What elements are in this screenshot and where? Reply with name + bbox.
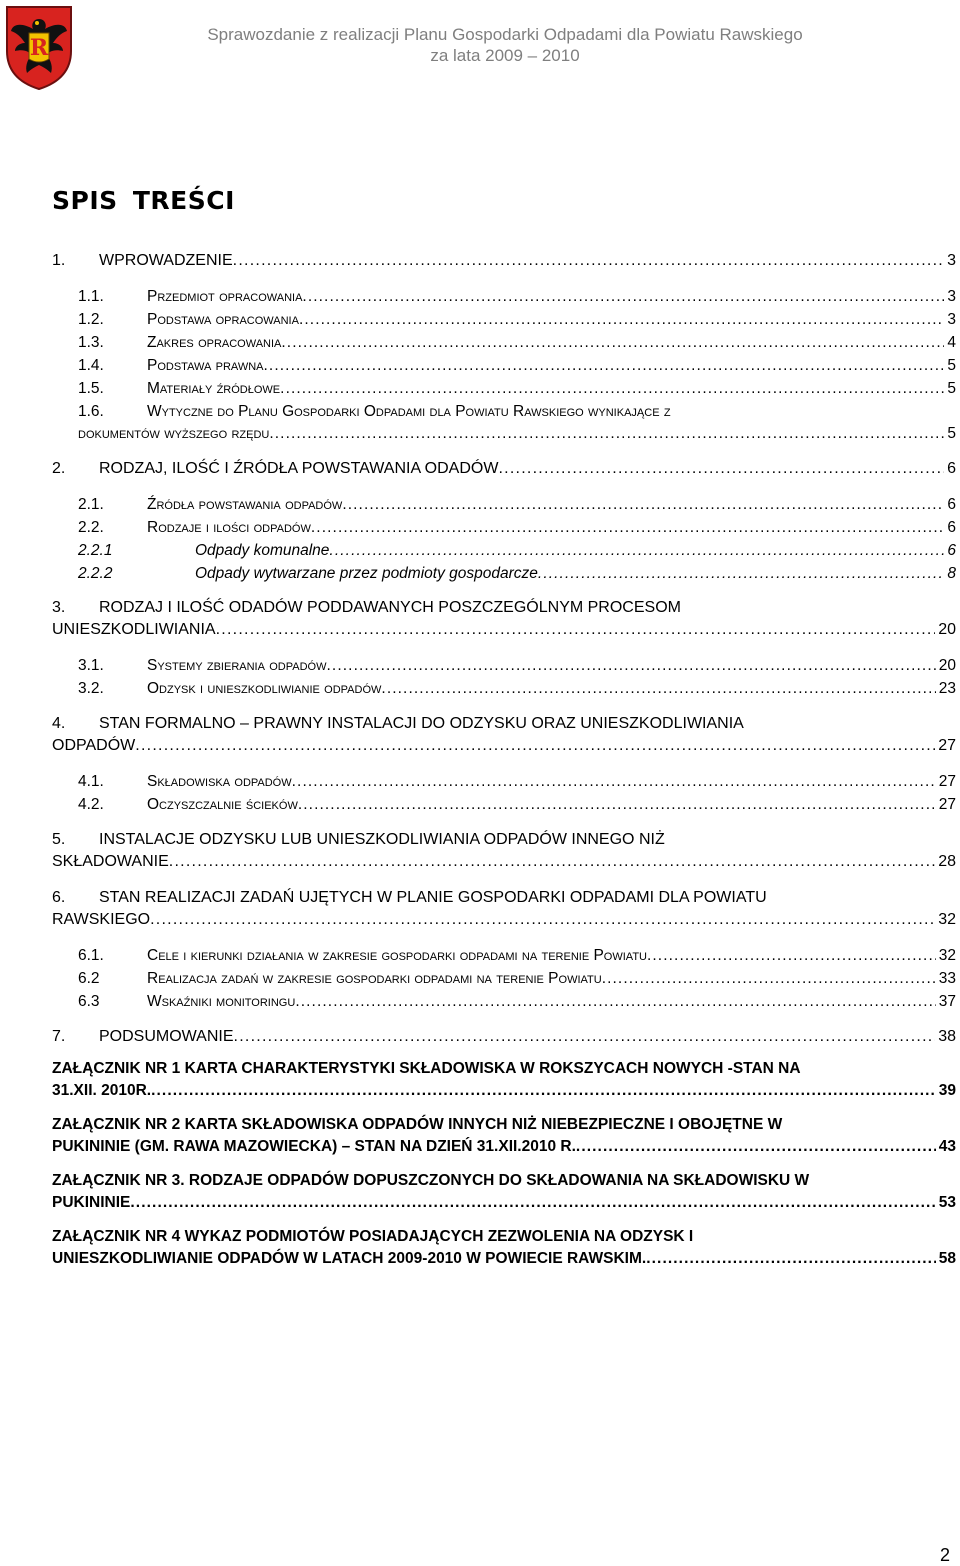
toc-entry[interactable]: 1.3. Zakres opracowania . . . 4 — [52, 332, 956, 354]
page-number: 2 — [939, 1545, 950, 1565]
running-header — [160, 24, 850, 66]
toc-entry[interactable]: 1.4. Podstawa prawna . . . 5 — [52, 355, 956, 377]
page-header — [0, 0, 960, 96]
toc-entry[interactable]: 2.2. Rodzaje i ilości odpadów . . . 6 — [52, 517, 956, 539]
toc-entry-annex[interactable]: ZAŁĄCZNIK NR 3. RODZAJE ODPADÓW DOPUSZCZONYCH DO SKŁADOWANIA NA SKŁADOWISKU W PUKININIE . . . 53 — [52, 1170, 956, 1214]
eagle-coat-of-arms-icon — [3, 3, 75, 91]
toc-entry[interactable]: 2. RODZAJ, ILOŚĆ I ŹRÓDŁA POWSTAWANIA ODADÓW . . . 6 — [52, 458, 956, 480]
header-line-1: Sprawozdanie z realizacji Planu Gospodarki Odpadami dla Powiatu Rawskiego — [207, 25, 803, 44]
toc-entry[interactable]: 2.2.2 Odpady wytwarzane przez podmioty gospodarcze . . . 8 — [52, 563, 956, 585]
toc-entry[interactable]: 6. STAN REALIZACJI ZADAŃ UJĘTYCH W PLANIE GOSPODARKI ODPADAMI DLA POWIATU RAWSKIEGO . . . 32 — [52, 887, 956, 931]
toc-entry[interactable]: 3.1. Systemy zbierania odpadów . . . 20 — [52, 655, 956, 677]
toc-entry[interactable]: 3. RODZAJ I ILOŚĆ ODADÓW PODDAWANYCH POSZCZEGÓLNYM PROCESOM UNIESZKODLIWIANIA . . . 20 — [52, 597, 956, 641]
toc-entry[interactable]: 5. INSTALACJE ODZYSKU LUB UNIESZKODLIWIANIA ODPADÓW INNEGO NIŻ SKŁADOWANIE . . . 28 — [52, 829, 956, 873]
toc-entry[interactable]: 1.6. Wytyczne do Planu Gospodarki Odpadami dla Powiatu Rawskiego wynikające z dokumentów wyższego rzędu . . . 5 — [52, 401, 956, 445]
toc-entry[interactable]: 2.2.1 Odpady komunalne . . . 6 — [52, 540, 956, 562]
toc-entry[interactable]: 4.2. Oczyszczalnie ścieków . . . 27 — [52, 794, 956, 816]
page-title: SPIS TREŚCI — [52, 186, 235, 215]
toc-entry[interactable]: 1.5. Materiały źródłowe . . . 5 — [52, 378, 956, 400]
toc-entry-annex[interactable]: ZAŁĄCZNIK NR 2 KARTA SKŁADOWISKA ODPADÓW INNYCH NIŻ NIEBEZPIECZNE I OBOJĘTNE W PUKININIE (GM. RAWA MAZOWIECKA) – STAN NA DZIEŃ 31.XII.2010 R. . . . 43 — [52, 1114, 956, 1158]
toc-entry-annex[interactable]: ZAŁĄCZNIK NR 1 KARTA CHARAKTERYSTYKI SKŁADOWISKA W ROKSZYCACH NOWYCH -STAN NA 31.XII. 2010R. . . . 39 — [52, 1058, 956, 1102]
toc-entry[interactable]: 1.2. Podstawa opracowania . . . 3 — [52, 309, 956, 331]
toc-entry[interactable]: 6.1. Cele i kierunki działania w zakresie gospodarki odpadami na terenie Powiatu . . . 32 — [52, 945, 956, 967]
toc-entry[interactable]: 3.2. Odzysk i unieszkodliwianie odpadów . . . 23 — [52, 678, 956, 700]
header-line-2: za lata 2009 – 2010 — [430, 46, 580, 65]
toc-entry[interactable]: 6.2 Realizacja zadań w zakresie gospodarki odpadami na terenie Powiatu . . . 33 — [52, 968, 956, 990]
toc-entry[interactable]: 4.1. Składowiska odpadów . . . 27 — [52, 771, 956, 793]
toc-entry-annex[interactable]: ZAŁĄCZNIK NR 4 WYKAZ PODMIOTÓW POSIADAJĄCYCH ZEZWOLENIA NA ODZYSK I UNIESZKODLIWIANIE ODPADÓW W LATACH 2009-2010 W POWIECIE RAWSKIM. . . . 58 — [52, 1226, 956, 1270]
toc-entry[interactable]: 1. WPROWADZENIE . . . 3 — [52, 250, 956, 272]
toc-entry[interactable]: 2.1. Źródła powstawania odpadów . . . 6 — [52, 494, 956, 516]
toc-entry[interactable]: 1.1. Przedmiot opracowania . . . 3 — [52, 286, 956, 308]
toc-entry[interactable]: 6.3 Wskaźniki monitoringu . . . 37 — [52, 991, 956, 1013]
crest-letter: R — [29, 35, 49, 61]
toc-entry[interactable]: 4. STAN FORMALNO – PRAWNY INSTALACJI DO ODZYSKU ORAZ UNIESZKODLIWIANIA ODPADÓW . . . 27 — [52, 713, 956, 757]
toc-entry[interactable]: 7. PODSUMOWANIE . . . 38 — [52, 1026, 956, 1048]
